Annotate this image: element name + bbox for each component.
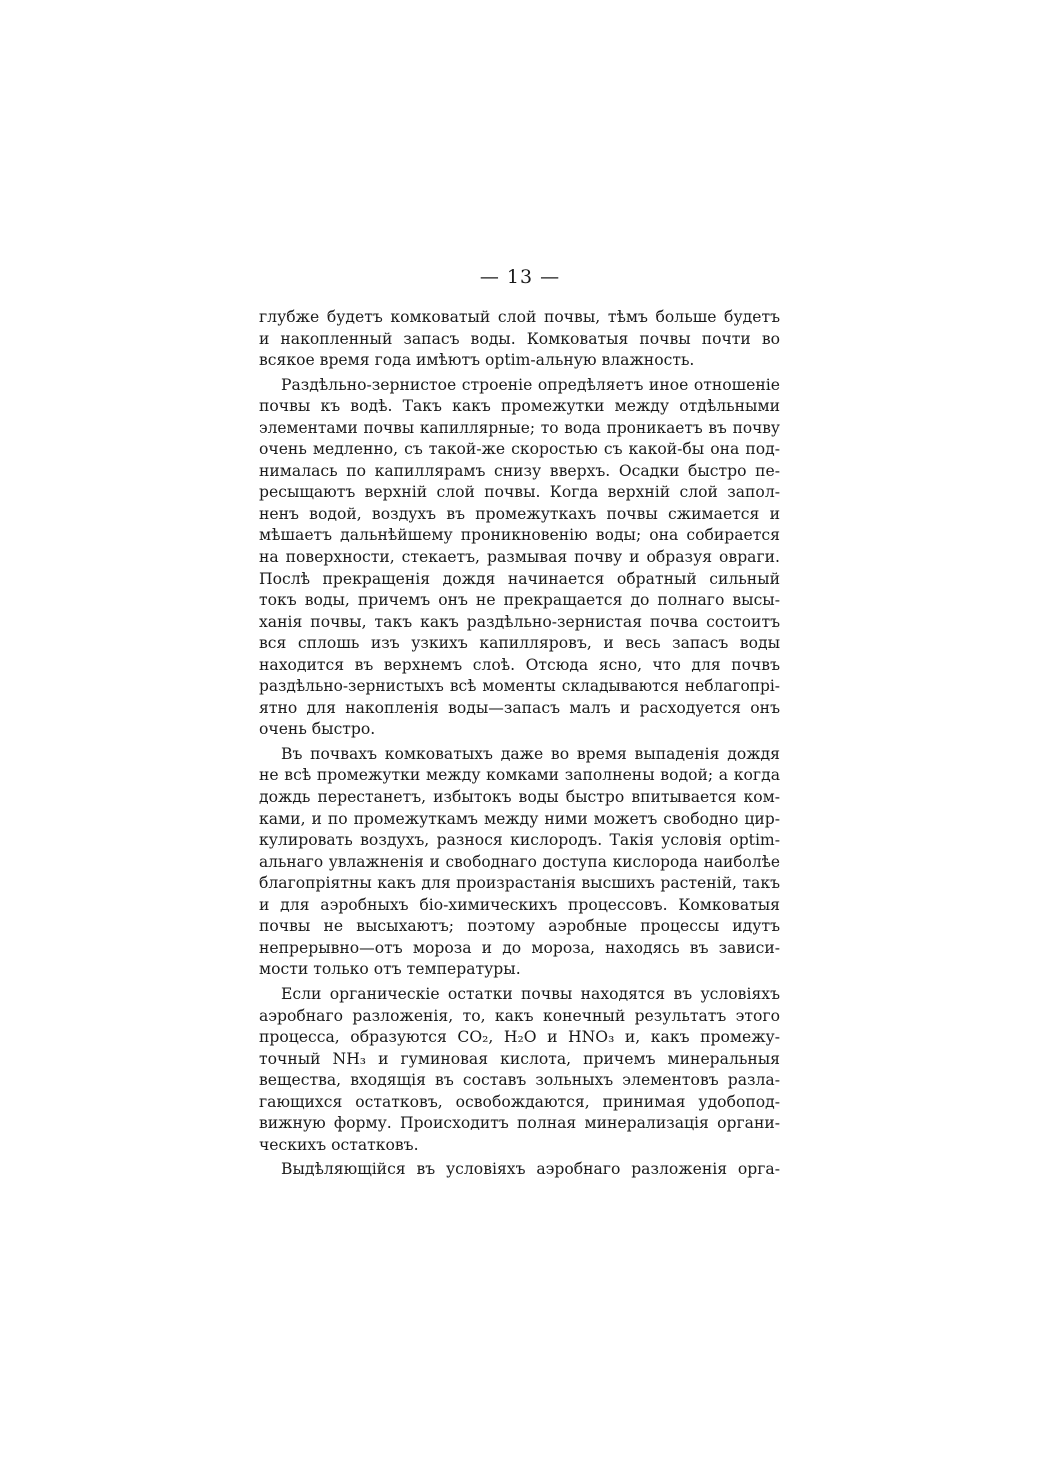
text-line: благопріятны какъ для произрастанія высшихъ растеній, такъ (259, 874, 780, 893)
text-line: почвы къ водѣ. Такъ какъ промежутки между отдѣльными (259, 397, 780, 416)
paragraph-3 (259, 744, 780, 981)
text-line: Выдѣляющійся въ условіяхъ аэробнаго разложенія орга- (281, 1160, 780, 1179)
text-line: ненъ водой, воздухъ въ промежуткахъ почвы сжимается и (259, 504, 780, 523)
text-line: ресыщаютъ верхній слой почвы. Когда верхній слой запол- (259, 483, 780, 502)
paragraph-1 (259, 307, 780, 372)
paragraph-4 (259, 984, 780, 1156)
text-line: аэробнаго разложенія, то, какъ конечный результатъ этого (259, 1006, 780, 1025)
text-line: на поверхности, стекаетъ, размывая почву и образуя овраги. (259, 548, 780, 567)
text-line: мости только отъ температуры. (259, 960, 521, 979)
text-line: кулировать воздухъ, разнося кислородъ. Такія условія optim- (259, 831, 780, 850)
page-number: — 13 — (479, 266, 561, 288)
text-line: раздѣльно-зернистыхъ всѣ моменты складываются неблагопрі- (259, 677, 780, 696)
text-line: точный NH₃ и гуминовая кислота, причемъ минеральныя (259, 1049, 780, 1068)
text-line: и для аэробныхъ біо-химическихъ процессовъ. Комковатыя (259, 895, 780, 914)
text-line: всякое время года имѣютъ optim-альную влажность. (259, 351, 695, 370)
text-line: Послѣ прекращенія дождя начинается обратный сильный (259, 569, 780, 588)
text-line: дождь перестанетъ, избытокъ воды быстро впитывается ком- (259, 788, 780, 807)
text-line: гающихся остатковъ, освобождаются, принимая удобопод- (259, 1092, 780, 1111)
text-line: очень медленно, съ такой-же скоростью съ какой-бы она под- (259, 440, 780, 459)
text-line: очень быстро. (259, 720, 376, 739)
paragraph-5 (259, 1159, 780, 1181)
text-line: непрерывно—отъ мороза и до мороза, находясь въ зависи- (259, 938, 780, 957)
text-line: глубже будетъ комковатый слой почвы, тѣмъ больше будетъ (259, 308, 780, 326)
text-line: токъ воды, причемъ онъ не прекращается до полнаго высы- (259, 591, 780, 610)
text-line: вижную форму. Происходитъ полная минерализація органи- (259, 1114, 780, 1133)
text-line: не всѣ промежутки между комками заполнены водой; а когда (259, 766, 780, 785)
text-line: процесса, образуются CO₂, H₂O и HNO₃ и, какъ промежу- (259, 1028, 780, 1047)
text-line: находится въ верхнемъ слоѣ. Отсюда ясно, что для почвъ (259, 655, 780, 674)
text-line: вещества, входящія въ составъ зольныхъ элементовъ разла- (259, 1071, 780, 1090)
text-line: ханія почвы, такъ какъ раздѣльно-зернистая почва состоитъ (259, 612, 780, 631)
text-line: и накопленный запасъ воды. Комковатыя почвы почти во (259, 329, 780, 348)
text-line: элементами почвы капиллярные; то вода проникаетъ въ почву (259, 418, 780, 437)
text-line: почвы не высыхаютъ; поэтому аэробные процессы идутъ (259, 917, 780, 936)
text-line: ками, и по промежуткамъ между ними можетъ свободно цир- (259, 809, 780, 828)
paragraph-2 (259, 375, 780, 741)
text-line: мѣшаетъ дальнѣйшему проникновенію воды; она собирается (259, 526, 780, 545)
text-line: ятно для накопленія воды—запасъ малъ и расходуется онъ (259, 698, 780, 717)
text-line: альнаго увлажненія и свободнаго доступа кислорода наиболѣе (259, 852, 780, 871)
body-text (259, 307, 780, 1184)
text-line: Раздѣльно-зернистое строеніе опредѣляетъ иное отношеніе (281, 375, 780, 394)
text-line: вся сплошь изъ узкихъ капилляровъ, и весь запасъ воды (259, 634, 780, 653)
text-line: ческихъ остатковъ. (259, 1135, 419, 1154)
text-line: Если органическіе остатки почвы находятся въ условіяхъ (281, 984, 780, 1003)
text-line: нималась по капиллярамъ снизу вверхъ. Осадки быстро пе- (259, 461, 780, 480)
text-line: Въ почвахъ комковатыхъ даже во время выпаденія дождя (281, 744, 780, 763)
